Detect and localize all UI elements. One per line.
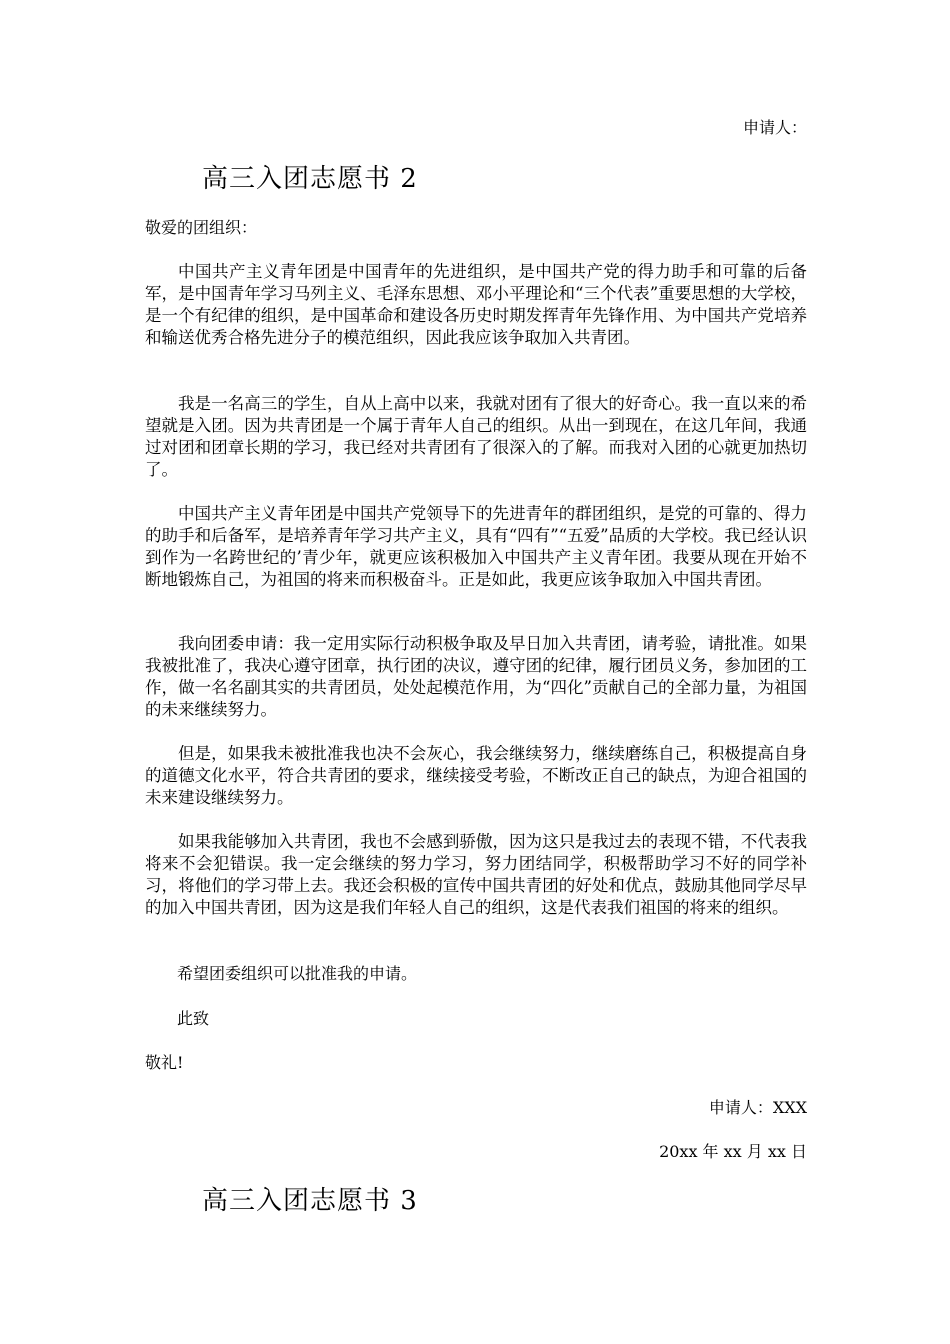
cizhi-line: 此致 [177,1009,210,1028]
application-date: 20xx 年 xx 月 xx 日 [659,1142,807,1161]
paragraph-4: 我向团委申请：我一定用实际行动积极争取及早日加入共青团，请考验，请批准。如果我被批准了，我决心遵守团章，执行团的决议，遵守团的纪律，履行团员义务，参加团的工作，做一名名副其实的共青团员，处处起模范作用，为“四化”贡献自己的全部力量，为祖国的未来继续努力。 [145,634,807,719]
paragraph-5: 但是，如果我未被批准我也决不会灰心，我会继续努力，继续磨练自己，积极提高自身的道德文化水平，符合共青团的要求，继续接受考验，不断改正自己的缺点，为迎合祖国的未来建设继续努力。 [145,744,807,807]
hope-line: 希望团委组织可以批准我的申请。 [177,964,418,983]
paragraph-3: 中国共产主义青年团是中国共产党领导下的先进青年的群团组织，是党的可靠的、得力的助手和后备军，是培养青年学习共产主义，具有“四有”“五爱”品质的大学校。我已经认识到作为一名跨世纪的’青少年，就更应该积极加入中国共产主义青年团。我要从现在开始不断地锻炼自己，为祖国的将来而积极奋斗。正是如此，我更应该争取加入中国共青团。 [145,504,807,589]
paragraph-1: 中国共产主义青年团是中国青年的先进组织，是中国共产党的得力助手和可靠的后备军，是中国青年学习马列主义、毛泽东思想、邓小平理论和“三个代表”重要思想的大学校，是一个有纪律的组织，是中国革命和建设各历史时期发挥青年先锋作用、为中国共产党培养和输送优秀合格先进分子的模范组织，因此我应该争取加入共青团。 [145,262,807,347]
applicant-signature: 申请人：XXX [708,1098,807,1117]
letter-2-title: 高三入团志愿书 2 [202,164,418,194]
letter-3-title: 高三入团志愿书 3 [202,1186,418,1216]
paragraph-6: 如果我能够加入共青团，我也不会感到骄傲，因为这只是我过去的表现不错，不代表我将来不会犯错误。我一定会继续的努力学习，努力团结同学，积极帮助学习不好的同学补习，将他们的学习带上去。我还会积极的宣传中国共青团的好处和优点，鼓励其他同学尽早的加入中国共青团，因为这是我们年轻人自己的组织，这是代表我们祖国的将来的组织。 [145,832,807,917]
top-applicant-label: 申请人： [742,118,807,137]
salutation: 敬爱的团组织： [145,218,258,237]
jingli-line: 敬礼! [145,1053,184,1072]
paragraph-2: 我是一名高三的学生，自从上高中以来，我就对团有了很大的好奇心。我一直以来的希望就是入团。因为共青团是一个属于青年人自己的组织。从出一到现在，在这几年间，我通过对团和团章长期的学习，我已经对共青团有了很深入的了解。而我对入团的心就更加热切了。 [145,394,807,479]
